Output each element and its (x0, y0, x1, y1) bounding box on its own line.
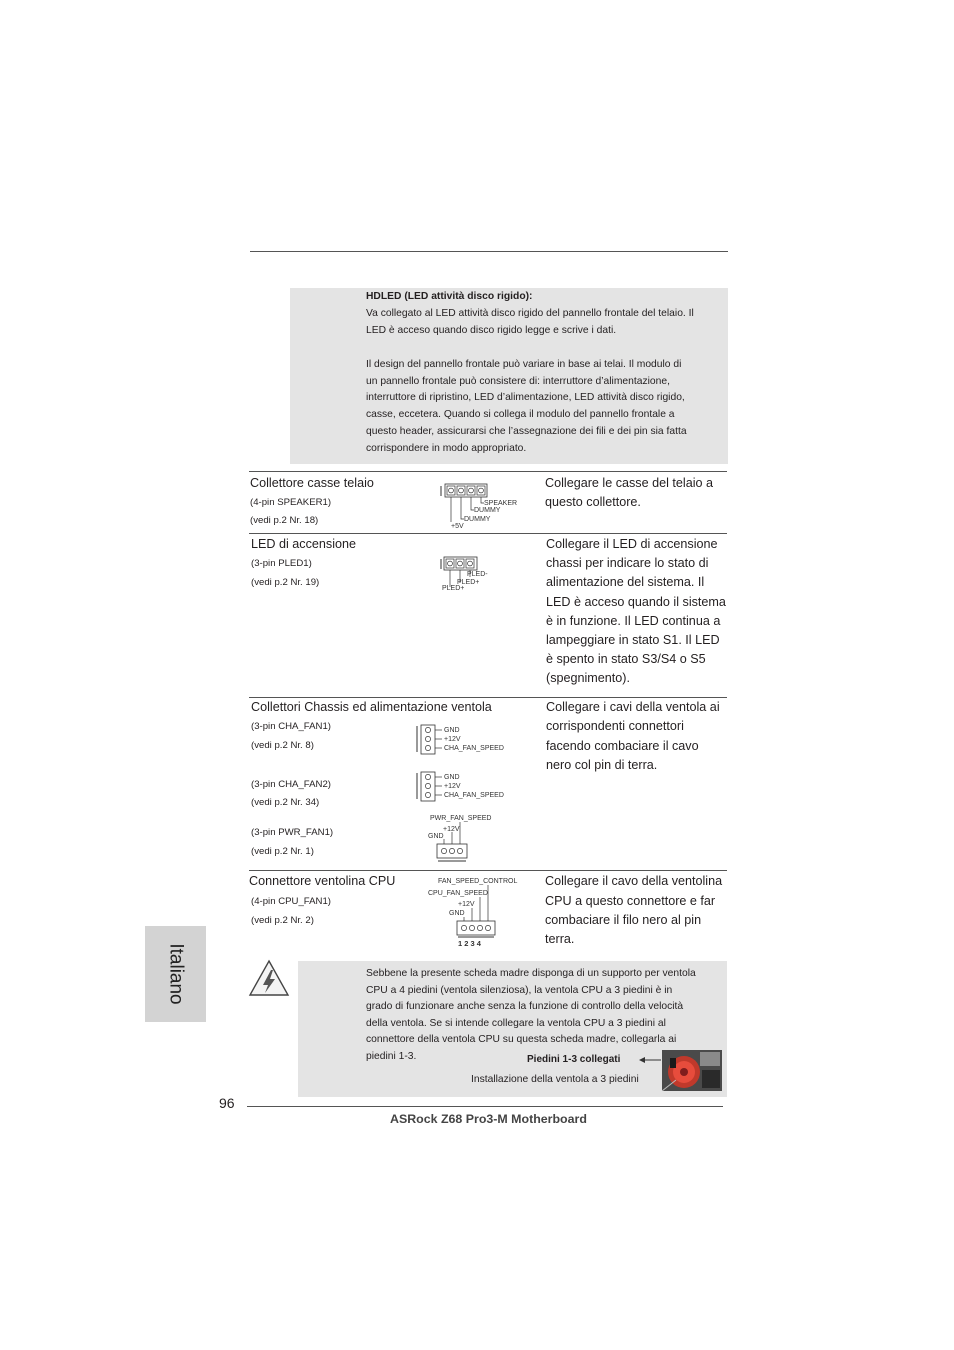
fans-desc-2: corrispondenti connettori (546, 719, 684, 733)
pled-ref: (vedi p.2 Nr. 19) (251, 577, 320, 588)
cha2-speed-label: CHA_FAN_SPEED (444, 792, 504, 799)
cha1-gnd-label: GND (444, 727, 460, 734)
pled-plus-label-1: PLED+ (457, 579, 480, 586)
cha-fan2-diagram (414, 769, 514, 805)
cpu-title: Connettore ventolina CPU (249, 874, 396, 888)
cpu-fan-pin: (4-pin CPU_FAN1) (251, 896, 331, 907)
speaker-ref: (vedi p.2 Nr. 18) (250, 515, 319, 526)
fans-desc-4: nero col pin di terra. (546, 758, 658, 772)
footer-title: ASRock Z68 Pro3-M Motherboard (390, 1112, 587, 1126)
pled-desc-8: (spegnimento). (546, 671, 630, 685)
cpu-12v-label: +12V (458, 901, 475, 908)
warning-line-3: grado di funzionare anche senza la funzione di controllo della velocità (366, 1001, 684, 1013)
plus5v-label: +5V (451, 523, 464, 530)
warning-line-4: della ventola. Se si intende collegare la ventola CPU a 3 piedini al (366, 1017, 666, 1029)
pwr-fan1-diagram (424, 811, 504, 863)
pled-plus-label-2: PLED+ (442, 585, 465, 592)
pins-connected-label: Piedini 1-3 collegati (527, 1054, 621, 1065)
speaker-desc-2: questo collettore. (545, 495, 641, 509)
hdled-line-2: LED è acceso quando disco rigido legge e scrive i dati. (366, 325, 617, 336)
speaker-label: SPEAKER (484, 500, 518, 507)
fans-title: Collettori Chassis ed alimentazione ventola (251, 700, 492, 714)
cpu-speed-label: CPU_FAN_SPEED (428, 890, 488, 897)
front-panel-line-4: casse, eccetera. Quando si collega il modulo del pannello frontale a (366, 409, 675, 420)
language-tab-label-wrap (145, 926, 206, 1022)
speaker-desc-1: Collegare le casse del telaio a (545, 476, 714, 490)
arrow-left-icon (639, 1055, 663, 1065)
cpu-fan-ref: (vedi p.2 Nr. 2) (251, 915, 314, 926)
fans-desc-1: Collegare i cavi della ventola ai (546, 700, 720, 714)
speaker-pin: (4-pin SPEAKER1) (250, 497, 332, 508)
cha1-speed-label: CHA_FAN_SPEED (444, 745, 504, 752)
cha-fan2-ref: (vedi p.2 Nr. 34) (251, 797, 320, 808)
pled-desc-7: è spento in stato S3/S4 o S5 (546, 652, 706, 666)
pwr-fan1-ref: (vedi p.2 Nr. 1) (251, 846, 314, 857)
front-panel-line-1: Il design del pannello frontale può variare in base ai telai. Il modulo di (366, 359, 682, 370)
speaker-header-diagram (436, 482, 526, 532)
cha2-12v-label: +12V (444, 783, 461, 790)
front-panel-line-6: corrispondere in modo appropriato. (366, 443, 527, 454)
pwr-gnd-label: GND (428, 833, 444, 840)
cpu-divider (249, 870, 727, 871)
pled-desc-6: lampeggiare in stato S1. Il LED (546, 633, 720, 647)
front-panel-line-2: un pannello frontale può consistere di: interruttore d’alimentazione, (366, 376, 670, 387)
pwr-fan1-pin: (3-pin PWR_FAN1) (251, 827, 334, 838)
cha-fan1-diagram (414, 722, 514, 758)
cpu-control-label: FAN_SPEED_CONTROL (438, 878, 518, 885)
dummy-label-1: DUMMY (474, 507, 501, 514)
pled-desc-4: LED è acceso quando il sistema (546, 595, 726, 609)
speaker-divider (249, 471, 727, 472)
pwr-speed-label: PWR_FAN_SPEED (430, 815, 492, 822)
fan-install-photo (662, 1050, 722, 1091)
warning-line-1: Sebbene la presente scheda madre disponga di un supporto per ventola (366, 968, 696, 979)
page-number: 96 (219, 1095, 235, 1111)
top-divider (250, 251, 728, 252)
cha-fan1-pin: (3-pin CHA_FAN1) (251, 721, 331, 732)
cha-fan1-ref: (vedi p.2 Nr. 8) (251, 740, 314, 751)
fans-desc-3: facendo combaciare il cavo (546, 739, 699, 753)
cha2-gnd-label: GND (444, 774, 460, 781)
pled-desc-3: alimentazione del sistema. Il (546, 575, 705, 589)
hdled-line-1: Va collegato al LED attività disco rigido del pannello frontale del telaio. Il (366, 308, 694, 319)
fan-install-label: Installazione della ventola a 3 piedini (471, 1074, 639, 1085)
cpu-pin-numbers: 1 2 3 4 (458, 939, 481, 948)
warning-icon (247, 957, 291, 999)
front-panel-line-5: questo header, assicurarsi che l’assegnazione dei fili e dei pin sia fatta (366, 426, 687, 437)
speaker-title: Collettore casse telaio (250, 476, 374, 490)
footer-divider (247, 1106, 723, 1107)
pled-desc-2: chassi per indicare lo stato di (546, 556, 709, 570)
cpu-desc-4: terra. (545, 932, 575, 946)
pled-desc-5: è in funzione. Il LED continua a (546, 614, 721, 628)
cha-fan2-pin: (3-pin CHA_FAN2) (251, 779, 331, 790)
cpu-fan-diagram (424, 874, 524, 950)
pled-minus-label: PLED- (467, 571, 488, 578)
pled-desc-1: Collegare il LED di accensione (546, 537, 718, 551)
pwr-12v-label: +12V (443, 826, 460, 833)
hdled-title: HDLED (LED attività disco rigido): (366, 291, 533, 302)
dummy-label-2: DUMMY (464, 516, 491, 523)
pled-divider (249, 533, 727, 534)
pled-pin: (3-pin PLED1) (251, 558, 312, 569)
language-tab-label: Italiano (165, 943, 187, 1005)
warning-line-2: CPU a 4 piedini (ventola silenziosa), la ventola CPU a 3 piedini è in (366, 984, 673, 996)
warning-line-6: piedini 1-3. (366, 1050, 417, 1062)
cpu-desc-1: Collegare il cavo della ventolina (545, 874, 723, 888)
cpu-desc-2: CPU a questo connettore e far (545, 894, 716, 908)
cha1-12v-label: +12V (444, 736, 461, 743)
front-panel-line-3: interruttore di ripristino, LED d’alimentazione, LED attività disco rigido, (366, 392, 685, 403)
pled-title: LED di accensione (251, 537, 357, 551)
warning-line-5: connettore della ventola CPU su questa scheda madre, collegarla ai (366, 1034, 677, 1046)
pled-header-diagram (436, 555, 506, 595)
cpu-gnd-label: GND (449, 910, 465, 917)
cpu-desc-3: combaciare il filo nero al pin (545, 913, 702, 927)
